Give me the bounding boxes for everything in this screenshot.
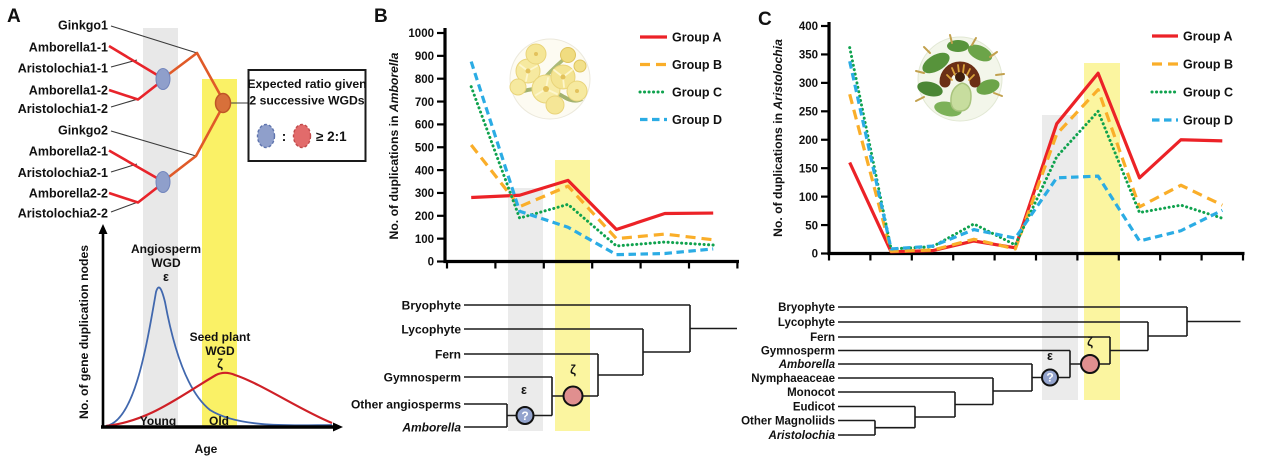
y-tick-label: 1000 xyxy=(408,28,434,41)
taxon-label: Lycophyte xyxy=(401,322,461,337)
y-tick-label: 900 xyxy=(414,51,434,64)
ratio-blue-oval xyxy=(258,125,275,148)
y-tick-label: 250 xyxy=(798,106,818,119)
y-tick-label: 200 xyxy=(798,134,818,147)
taxon-label: Amborella xyxy=(402,420,461,435)
x-axis-arrow xyxy=(333,423,343,432)
angiosperm-wgd-annotation-1: Angiosperm xyxy=(130,242,202,256)
tip-label: Aristolochia1-1 xyxy=(17,61,108,76)
series-group-a xyxy=(850,73,1223,252)
taxon-label: Monocot xyxy=(787,387,835,399)
old-label: Old xyxy=(209,414,229,428)
y-tick-label: 300 xyxy=(798,78,818,91)
taxon-label: Fern xyxy=(434,347,461,362)
taxon-label: Amborella xyxy=(778,359,835,371)
chart-c-ylabel: No. of duplications in Aristolochia xyxy=(771,39,785,237)
taxon-label: Bryophyte xyxy=(778,302,835,314)
y-axis-arrow xyxy=(99,224,108,234)
legend-label: Group C xyxy=(1183,85,1233,100)
legend-label: Group A xyxy=(672,30,722,45)
y-tick-label: 50 xyxy=(805,220,818,233)
ratio-colon: : xyxy=(281,129,287,144)
y-tick-label: 0 xyxy=(811,248,818,261)
age-plot-ylabel: No. of gene duplication nodes xyxy=(77,244,91,420)
taxon-label: Gymnosperm xyxy=(760,345,835,358)
wgd-node-blue-bottom xyxy=(156,172,170,193)
legend xyxy=(1152,30,1233,128)
panel-a-label: A xyxy=(7,6,21,27)
legend-label: Group D xyxy=(672,113,722,127)
panel-b-label: B xyxy=(374,6,388,27)
tip-label: Amborella2-1 xyxy=(28,144,108,159)
ratio-red-oval xyxy=(294,125,311,148)
series-group-b xyxy=(471,145,713,240)
wgd-node-blue-top xyxy=(156,69,170,90)
y-tick-label: 100 xyxy=(414,233,434,246)
epsilon-label: ε xyxy=(521,383,527,397)
legend-label: Group B xyxy=(1183,57,1233,72)
ratio-box-title-2: 2 successive WGDs xyxy=(249,93,365,108)
legend-label: Group D xyxy=(1183,113,1233,128)
epsilon-question-mark: ? xyxy=(521,409,529,423)
taxon-label: Other angiosperms xyxy=(350,397,461,412)
amborella-photo xyxy=(510,39,590,119)
ratio-box-title-1: Expected ratio given xyxy=(247,77,367,91)
panel-b xyxy=(351,6,739,434)
y-tick-label: 150 xyxy=(798,163,818,176)
chart-b-ylabel: No. of duplications in Amborella xyxy=(387,52,401,240)
wgd-node-orange xyxy=(216,94,231,113)
y-tick-label: 0 xyxy=(427,256,434,269)
angiosperm-wgd-annotation-2: WGD xyxy=(151,256,181,270)
zeta-node xyxy=(564,387,583,406)
y-tick-label: 400 xyxy=(414,165,434,178)
taxon-label: Nymphaeaceae xyxy=(751,373,835,385)
chart-c-dynamic xyxy=(799,21,1243,261)
taxon-label: Lycophyte xyxy=(777,317,835,329)
zeta-label: ζ xyxy=(1087,335,1093,349)
zeta-node xyxy=(1081,355,1099,373)
seed-wgd-annotation-1: Seed plant xyxy=(189,330,251,344)
taxon-label: Other Magnoliids xyxy=(741,415,835,428)
zeta-label: ζ xyxy=(570,363,576,377)
aristolochia-photo xyxy=(916,35,1004,121)
taxon-label: Gymnosperm xyxy=(383,370,461,385)
taxon-label: Fern xyxy=(810,332,835,344)
y-tick-label: 600 xyxy=(414,119,434,132)
tip-label: Aristolochia2-2 xyxy=(17,206,108,221)
seed-wgd-annotation-2: WGD xyxy=(205,344,235,358)
y-tick-label: 100 xyxy=(798,191,818,204)
young-label: Young xyxy=(139,414,177,428)
panel-a xyxy=(7,6,367,456)
chart-axes xyxy=(827,22,1244,254)
tip-label: Ginkgo1 xyxy=(57,18,108,33)
ratio-value: ≥ 2:1 xyxy=(316,129,347,144)
series-group-c xyxy=(850,48,1223,249)
tip-label: Amborella2-2 xyxy=(28,186,108,201)
legend-label: Group A xyxy=(1183,29,1233,44)
panel-c-label: C xyxy=(758,9,772,30)
tip-label: Ginkgo2 xyxy=(57,123,108,138)
legend-label: Group C xyxy=(672,85,722,100)
taxon-label: Eudicot xyxy=(792,401,835,414)
taxon-label: Aristolochia xyxy=(768,430,835,442)
epsilon-label: ε xyxy=(1047,349,1053,363)
y-tick-label: 800 xyxy=(414,73,434,86)
y-tick-label: 700 xyxy=(414,96,434,109)
tip-label: Amborella1-2 xyxy=(28,83,108,98)
y-tick-label: 300 xyxy=(414,188,434,201)
tree-b-branches xyxy=(464,305,737,427)
legend-label: Group B xyxy=(672,58,722,72)
y-tick-label: 400 xyxy=(798,21,818,34)
y-tick-label: 350 xyxy=(798,49,818,62)
series-group-b xyxy=(850,90,1223,252)
series-group-c xyxy=(471,87,713,246)
tip-label: Aristolochia1-2 xyxy=(17,102,108,116)
taxon-label: Bryophyte xyxy=(401,298,461,313)
panel-c xyxy=(741,9,1244,442)
y-tick-label: 200 xyxy=(414,211,434,223)
age-xlabel: Age xyxy=(194,442,218,456)
epsilon-symbol: ε xyxy=(163,270,169,284)
zeta-symbol: ζ xyxy=(217,357,223,371)
tree-c-branches xyxy=(838,307,1241,435)
tip-label: Aristolochia2-1 xyxy=(17,166,108,180)
legend xyxy=(640,31,722,128)
tip-label: Amborella1-1 xyxy=(28,40,108,55)
epsilon-question-mark: ? xyxy=(1046,370,1054,385)
y-tick-label: 500 xyxy=(414,142,434,155)
